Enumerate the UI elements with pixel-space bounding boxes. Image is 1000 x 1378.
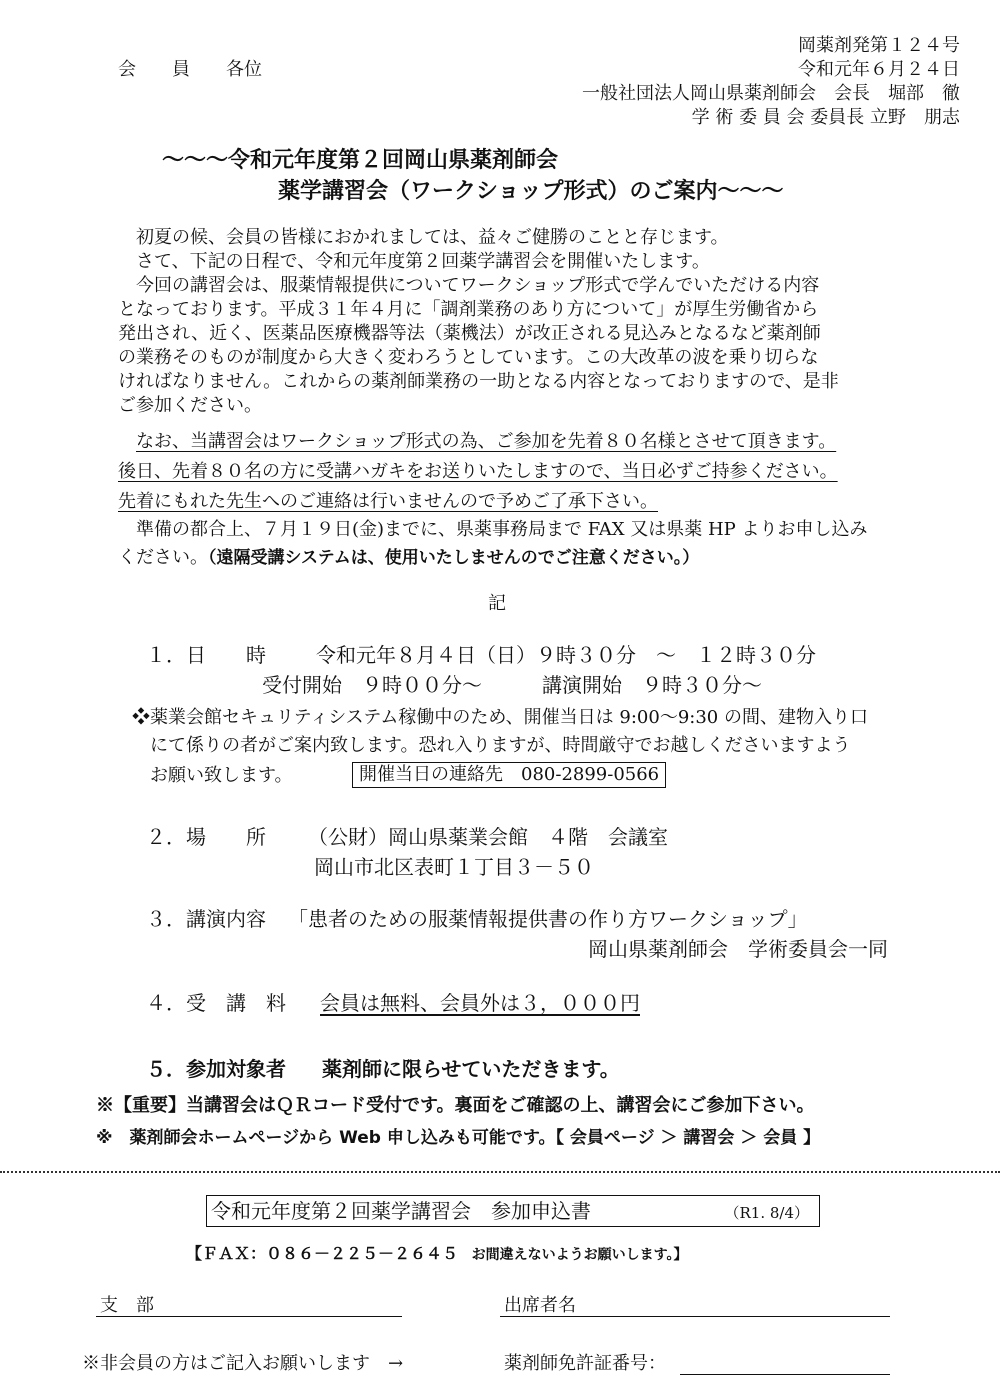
nonmember-note: ※非会員の方はご記入お願いします →	[82, 1353, 404, 1374]
qr-important-notice: ※【重要】当講習会はＱＲコード受付です。裏面をご確認の上、講習会にご参加下さい。	[96, 1095, 815, 1116]
security-notice-line: にて係りの者がご案内致します。恐れ入りますが、時間厳守でお越しくださいますよう	[150, 735, 851, 756]
license-number-label: 薬剤師免許証番号：	[504, 1353, 666, 1374]
content-paragraph-line: の業務そのものが制度から大きく変わろうとしています。この大改革の波を乗り切らな	[118, 347, 819, 368]
document-number: 岡薬剤発第１２４号	[798, 35, 960, 56]
deadline-line: 準備の都合上、７月１９日(金)までに、県薬事務局まで FAX 又は県薬 HP よりお申し込み	[136, 519, 868, 540]
security-notice-line: お願い致します。	[150, 765, 293, 786]
contact-phone-box: 開催当日の連絡先 080-2899-0566	[352, 762, 666, 788]
form-title: 令和元年度第２回薬学講習会 参加申込書	[211, 1199, 591, 1223]
item-lecture-presenter: 岡山県薬剤師会 学術委員会一同	[588, 937, 888, 961]
content-paragraph-line: 発出され、近く、医薬品医療機器等法（薬機法）が改正される見込みとなるなど薬剤師	[118, 323, 821, 344]
item-place-venue: （公財）岡山県薬業会館 ４階 会議室	[308, 825, 668, 849]
issue-date: 令和元年６月２４日	[798, 59, 960, 80]
item-date-schedule: 受付開始 ９時００分～ 講演開始 ９時３０分～	[262, 673, 762, 697]
item-target-value: 薬剤師に限らせていただきます。	[322, 1057, 620, 1081]
item-date-value: 令和元年８月４日（日）９時３０分 ～ １２時３０分	[316, 643, 816, 667]
cut-line	[0, 1171, 1000, 1173]
notice-line: 後日、先着８０名の方に受講ハガキをお送りいたしますので、当日必ずご持参ください。	[118, 461, 838, 482]
attendee-label: 出席者名	[504, 1295, 576, 1316]
notice-line: 先着にもれた先生へのご連絡は行いませんので予めご了承下さい。	[118, 491, 658, 512]
item-place-label: ２．場 所	[146, 825, 266, 849]
web-application-notice: ※ 薬剤師会ホームページから Web 申し込みも可能です。【 会員ページ ＞ 講習会 ＞ 会員 】	[96, 1128, 821, 1148]
branch-label: 支 部	[100, 1295, 154, 1316]
form-title-code: （R1. 8/4）	[724, 1204, 809, 1222]
item-fee-value: 会員は無料、会員外は３，０００円	[320, 991, 640, 1015]
item-place-address: 岡山市北区表町１丁目３－５０	[314, 855, 594, 879]
license-number-field[interactable]	[680, 1374, 890, 1375]
issuer: 一般社団法人岡山県薬剤師会 会長 堀部 徹	[582, 83, 960, 104]
ki-mark: 記	[488, 593, 506, 614]
form-title-box	[206, 1195, 820, 1227]
item-target-label: ５．参加対象者	[146, 1057, 286, 1081]
title-line-1: ～～～令和元年度第２回岡山県薬剤師会	[162, 147, 559, 173]
title-line-2: 薬学講習会（ワークショップ形式）のご案内～～～	[278, 178, 784, 204]
recipient: 会 員 各位	[118, 59, 262, 80]
attendee-name-field[interactable]	[500, 1316, 890, 1317]
item-lecture-title: 「患者のための服薬情報提供書の作り方ワークショップ」	[288, 907, 808, 931]
notice-line: なお、当講習会はワークショップ形式の為、ご参加を先着８０名様とさせて頂きます。	[136, 431, 837, 452]
content-paragraph-line: ければなりません。これからの薬剤師業務の一助となる内容となっておりますので、是非	[118, 371, 839, 392]
item-lecture-label: ３．講演内容	[146, 907, 266, 931]
remote-notice: （遠隔受講システムは、使用いたしませんのでご注意ください。）	[208, 548, 700, 568]
fax-number	[186, 1243, 687, 1266]
fax-number-text: 【ＦＡＸ：０８６－２２５－２６４５	[186, 1244, 459, 1263]
content-paragraph-line: 今回の講習会は、服薬情報提供についてワークショップ形式で学んでいただける内容	[136, 275, 820, 296]
item-date-label: １．日 時	[146, 643, 266, 667]
deadline-line-2	[118, 546, 699, 570]
fax-note: お間違えないようお願いします。】	[471, 1247, 688, 1263]
item-fee-label: ４．受 講 料	[146, 991, 286, 1015]
content-paragraph-line: となっております。平成３１年４月に「調剤業務のあり方について」が厚生労働省から	[118, 299, 819, 320]
greeting-paragraph: 初夏の候、会員の皆様におかれましては、益々ご健勝のことと存じます。	[136, 227, 729, 248]
committee-chair: 学 術 委 員 会 委員長 立野 朋志	[691, 107, 960, 128]
deadline-text: ください。	[118, 547, 208, 568]
announcement-paragraph: さて、下記の日程で、令和元年度第２回薬学講習会を開催いたします。	[136, 251, 710, 272]
branch-field[interactable]	[96, 1316, 402, 1317]
security-notice-line: ❖薬業会館セキュリティシステム稼働中のため、開催当日は 9:00～9:30 の間、建物入り口	[132, 707, 868, 728]
content-paragraph-line: ご参加ください。	[118, 395, 262, 416]
